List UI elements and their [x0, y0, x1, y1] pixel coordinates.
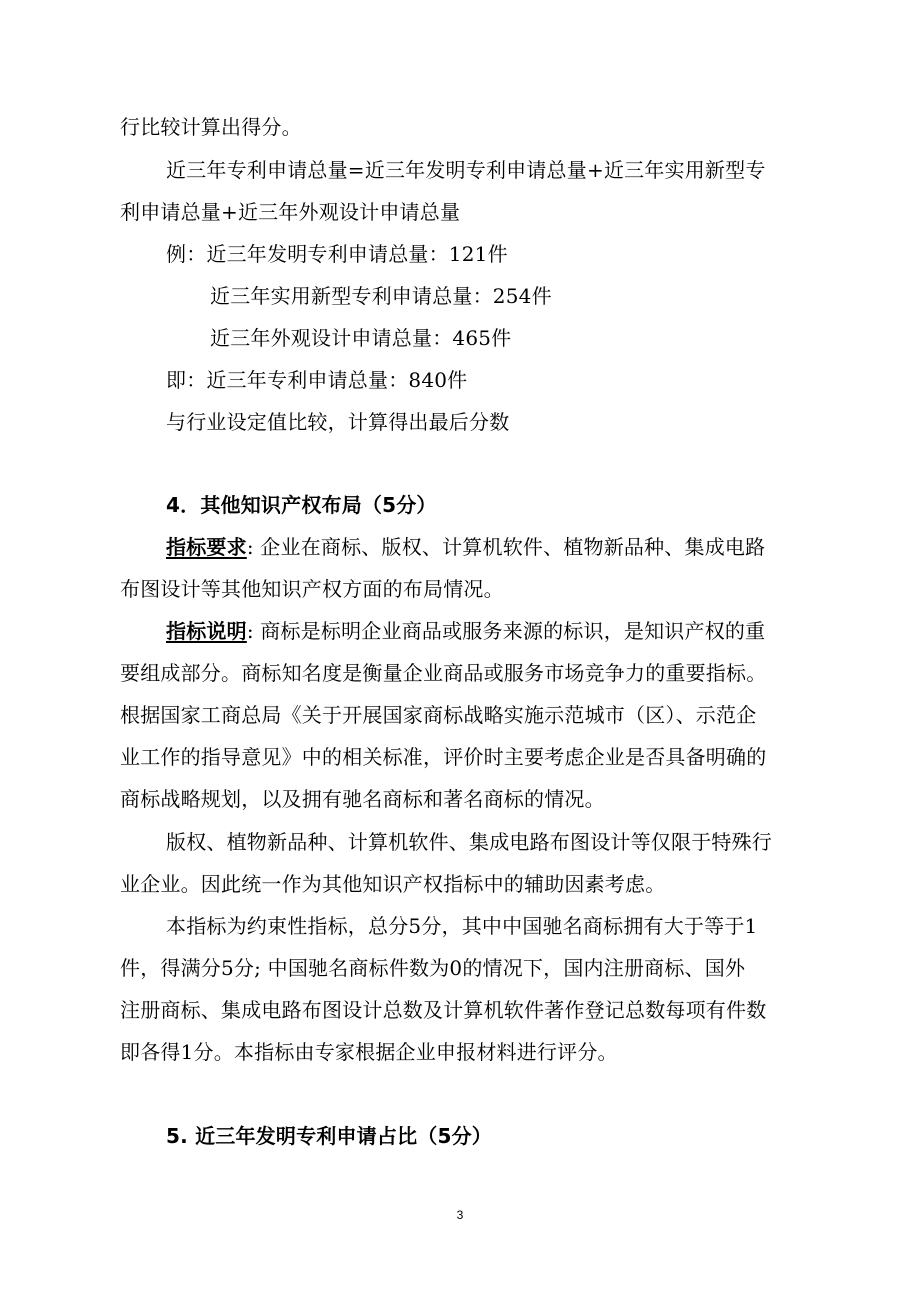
compare-line: 与行业设定值比较，计算得出最后分数 — [166, 410, 510, 434]
formula-line-2: 利申请总量+近三年外观设计申请总量 — [120, 200, 461, 224]
formula-line-1: 近三年专利申请总量=近三年发明专利申请总量+近三年实用新型专 — [166, 158, 766, 182]
paragraph-continuation: 行比较计算出得分。 — [120, 115, 302, 139]
description-label: 指标说明 — [166, 619, 247, 643]
requirement-line-1 — [166, 533, 765, 561]
description-line-3: 根据国家工商总局《关于开展国家商标战略实施示范城市（区）、示范企 — [120, 703, 757, 727]
description-line-1 — [166, 617, 765, 645]
example-design: 近三年外观设计申请总量：465件 — [210, 326, 512, 350]
scoring-line-2: 件，得满分5分; 中国驰名商标件数为0的情况下，国内注册商标、国外 — [120, 956, 746, 980]
scoring-line-4: 即各得1分。本指标由专家根据企业申报材料进行评分。 — [120, 1040, 618, 1064]
example-invention: 例：近三年发明专利申请总量：121件 — [166, 242, 508, 266]
section5-heading: 5. 近三年发明专利申请占比（5分） — [166, 1124, 492, 1148]
scoring-line-3: 注册商标、集成电路布图设计总数及计算机软件著作登记总数每项有件数 — [120, 998, 767, 1022]
description-text: : 商标是标明企业商品或服务来源的标识，是知识产权的重 — [246, 619, 766, 643]
description-line-2: 要组成部分。商标知名度是衡量企业商品或服务市场竞争力的重要指标。 — [120, 661, 767, 685]
scoring-line-1: 本指标为约束性指标，总分5分，其中中国驰名商标拥有大于等于1 — [166, 914, 758, 938]
requirement-label: 指标要求 — [166, 535, 247, 559]
example-total: 即：近三年专利申请总量：840件 — [166, 368, 468, 392]
description-line-5: 商标战略规划，以及拥有驰名商标和著名商标的情况。 — [120, 787, 605, 811]
copyright-line-1: 版权、植物新品种、计算机软件、集成电路布图设计等仅限于特殊行 — [166, 830, 772, 854]
page-number: 3 — [456, 1208, 464, 1222]
example-utility: 近三年实用新型专利申请总量：254件 — [210, 284, 552, 308]
description-line-4: 业工作的指导意见》中的相关标准，评价时主要考虑企业是否具备明确的 — [120, 745, 767, 769]
section4-heading: 4．其他知识产权布局（5分） — [166, 493, 437, 517]
copyright-line-2: 业企业。因此统一作为其他知识产权指标中的辅助因素考虑。 — [120, 872, 666, 896]
requirement-line-2: 布图设计等其他知识产权方面的布局情况。 — [120, 577, 504, 601]
requirement-text: : 企业在商标、版权、计算机软件、植物新品种、集成电路 — [246, 535, 766, 559]
